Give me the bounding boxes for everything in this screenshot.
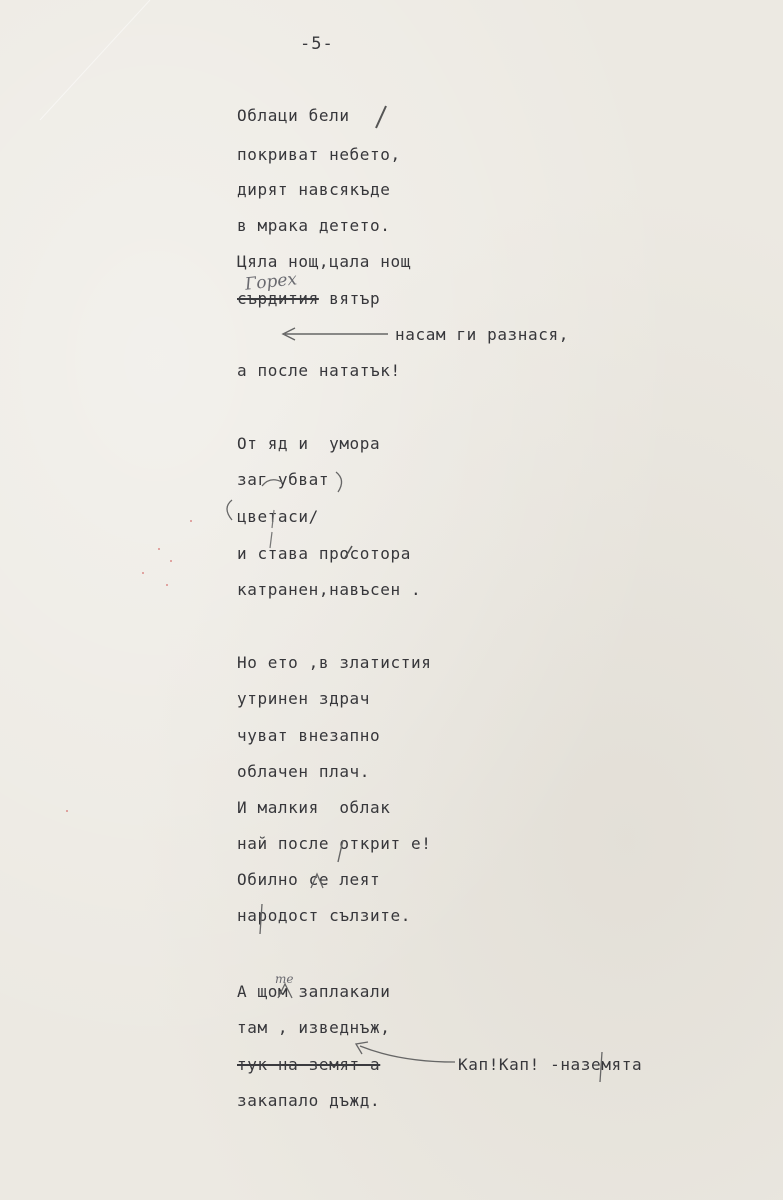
tick-mark (270, 532, 272, 548)
insertion-arrow (360, 1046, 455, 1062)
poem-line: Кап!Кап! -назeмята (458, 1055, 643, 1074)
poem-line: И малкия облак (237, 798, 391, 817)
poem-line: и става просотора (237, 544, 411, 563)
paper-speck (166, 584, 168, 586)
poem-line: там , изведнъж, (237, 1018, 391, 1037)
struck-phrase: тук на земят а (237, 1055, 381, 1074)
bracket-mark (336, 472, 342, 492)
struck-word: сърдития (237, 289, 319, 308)
poem-line: Цяла нощ,цала нощ (237, 252, 411, 271)
poem-line: А щом заплакали (237, 982, 391, 1001)
poem-line: в мрака детето. (237, 216, 391, 235)
caret-mark (262, 480, 282, 486)
tick-mark (272, 510, 274, 528)
slash-mark (376, 106, 386, 128)
slash-mark (338, 840, 343, 862)
poem-line: цветаси/ (237, 507, 319, 526)
poem-line-rest: вятър (318, 289, 381, 308)
poem-line: покриват небето, (237, 145, 401, 164)
handwritten-correction: Горех (244, 269, 298, 295)
bracket-mark (600, 1052, 602, 1082)
page-number: -5- (300, 34, 334, 54)
paper-crease (40, 0, 150, 120)
caret-mark (311, 874, 323, 888)
handwritten-insertion: те (275, 972, 294, 986)
caret-mark (278, 984, 292, 998)
poem-line: дирят навсякъде (237, 180, 391, 199)
poem-line: народост сълзите. (237, 906, 411, 925)
bracket-mark (227, 500, 232, 520)
poem-line: облачен плач. (237, 762, 371, 781)
poem-line: От яд и умора (237, 434, 381, 453)
poem-line: Обилно се леят (237, 870, 381, 889)
paper-speck (142, 572, 144, 574)
poem-line: чуват внезапно (237, 726, 381, 745)
poem-line: насам ги разнася, (395, 325, 569, 344)
poem-line: утринен здрач (237, 689, 371, 708)
poem-line: катранен,навъсен . (237, 580, 422, 599)
paper-speck (158, 548, 160, 550)
poem-line: Облаци бели (237, 106, 350, 125)
paper-speck (170, 560, 172, 562)
poem-line: а после нататък! (237, 361, 401, 380)
bracket-mark (260, 904, 262, 934)
poem-line: заг убват (237, 470, 330, 489)
slash-mark (345, 546, 352, 558)
poem-line: закапало дъжд. (237, 1091, 381, 1110)
paper-speck (66, 810, 68, 812)
paper-speck (190, 520, 192, 522)
poem-line: най после открит е! (237, 834, 432, 853)
poem-line: Но ето ,в златистия (237, 653, 432, 672)
